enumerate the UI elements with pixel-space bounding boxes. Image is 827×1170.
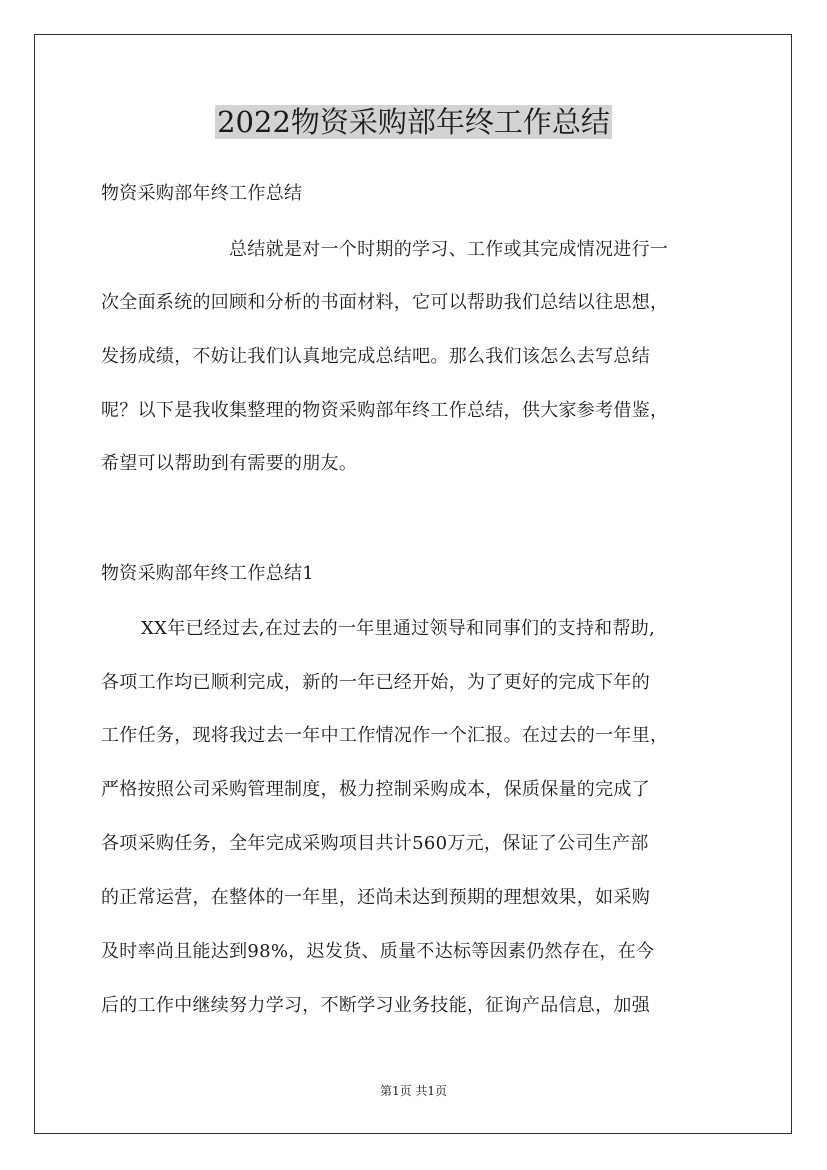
- body-line: 严格按照公司采购管理制度，极力控制采购成本，保质保量的完成了: [101, 779, 650, 800]
- document-title: [0, 103, 827, 141]
- page-footer: 第1页 共1页: [379, 1084, 448, 1098]
- body-line: 的正常运营，在整体的一年里，还尚未达到预期的理想效果，如采购: [101, 887, 650, 908]
- section-heading: 物资采购部年终工作总结1: [101, 563, 315, 584]
- body-line: 工作任务，现将我过去一年中工作情况作一个汇报。在过去的一年里，: [101, 725, 669, 746]
- document-subtitle: 物资采购部年终工作总结: [101, 183, 303, 204]
- body-line: 及时率尚且能达到98%，迟发货、质量不达标等因素仍然存在，在今: [101, 941, 655, 962]
- intro-line: 次全面系统的回顾和分析的书面材料，它可以帮助我们总结以往思想，: [101, 292, 669, 313]
- intro-line: 希望可以帮助到有需要的朋友。: [101, 453, 358, 474]
- body-line: XX年已经过去,在过去的一年里通过领导和同事们的支持和帮助,: [141, 618, 656, 639]
- body-line: 各项工作均已顺利完成，新的一年已经开始，为了更好的完成下年的: [101, 672, 650, 693]
- document-title-text: 2022物资采购部年终工作总结: [217, 105, 610, 139]
- intro-line: 呢？以下是我收集整理的物资采购部年终工作总结，供大家参考借鉴，: [101, 400, 669, 421]
- intro-line: 发扬成绩，不妨让我们认真地完成总结吧。那么我们该怎么去写总结: [101, 346, 650, 367]
- body-line: 各项采购任务，全年完成采购项目共计560万元，保证了公司生产部: [101, 833, 649, 854]
- intro-line: 总结就是对一个时期的学习、工作或其完成情况进行一: [229, 239, 669, 260]
- body-line: 后的工作中继续努力学习，不断学习业务技能，征询产品信息，加强: [101, 995, 650, 1016]
